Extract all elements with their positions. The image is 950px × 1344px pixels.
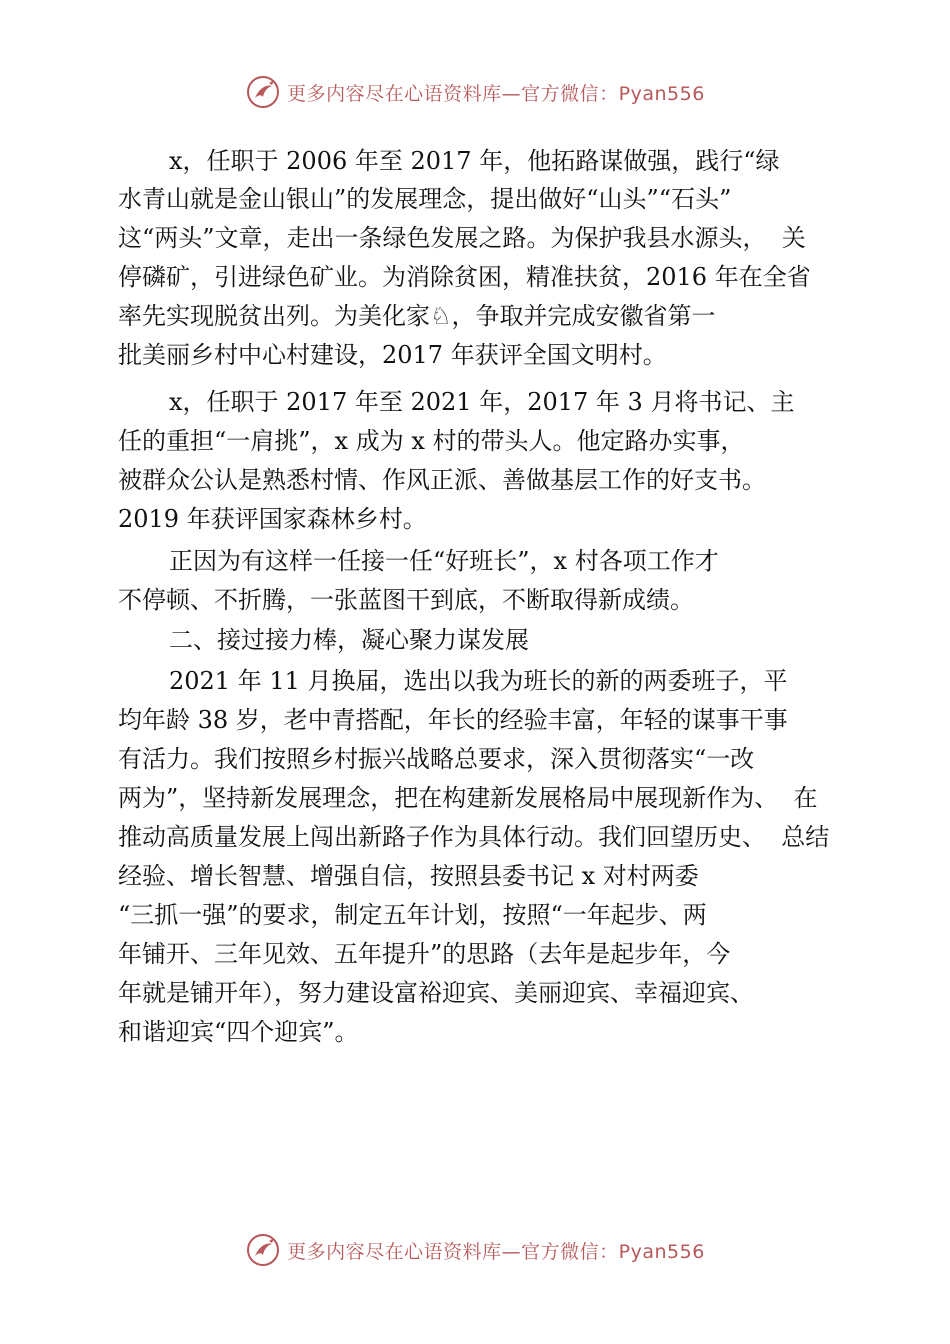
text-line: 这“两头”文章，走出一条绿色发展之路。为保护我县水源头， 关 <box>118 224 806 252</box>
text-line: 2019 年获评国家森林乡村。 <box>118 505 427 533</box>
text-line: 水青山就是金山银山”的发展理念，提出做好“山头”“石头” <box>118 185 732 213</box>
text-line: 任的重担“一肩挑”，x 成为 x 村的带头人。他定路办实事， <box>118 427 745 455</box>
text-line: 不停顿、不折腾，一张蓝图干到底，不断取得新成绩。 <box>118 586 694 614</box>
swan-logo-icon <box>245 1232 281 1268</box>
section-heading: 二、接过接力棒，凝心聚力谋发展 <box>169 626 529 654</box>
text-line: 均年龄 38 岁，老中青搭配，年长的经验丰富，年轻的谋事干事 <box>118 706 788 734</box>
footer-watermark <box>0 1228 950 1272</box>
text-line: x，任职于 2006 年至 2017 年，他拓路谋做强，践行“绿 <box>169 147 780 175</box>
text-line: 推动高质量发展上闯出新路子作为具体行动。我们回望历史、 总结 <box>118 823 830 851</box>
text-line: 有活力。我们按照乡村振兴战略总要求，深入贯彻落实“一改 <box>118 745 755 773</box>
text-line: 经验、增长智慧、增强自信，按照县委书记 x 对村两委 <box>118 862 699 890</box>
text-line: “三抓一强”的要求，制定五年计划，按照“一年起步、两 <box>118 901 707 929</box>
text-line: 率先实现脱贫出列。为美化家♘，争取并完成安徽省第一 <box>118 302 716 330</box>
text-line: 批美丽乡村中心村建设，2017 年获评全国文明村。 <box>118 341 667 369</box>
text-line: 被群众公认是熟悉村情、作风正派、善做基层工作的好支书。 <box>118 466 766 494</box>
text-line: 停磷矿，引进绿色矿业。为消除贫困，精准扶贫，2016 年在全省 <box>118 263 811 291</box>
header-watermark <box>0 70 950 114</box>
watermark-text: 更多内容尽在心语资料库—官方微信：Pyan556 <box>287 82 705 105</box>
swan-logo-icon <box>245 74 281 110</box>
text-line: x，任职于 2017 年至 2021 年，2017 年 3 月将书记、主 <box>169 388 795 416</box>
text-line: 正因为有这样一任接一任“好班长”，x 村各项工作才 <box>169 547 719 575</box>
text-line: 2021 年 11 月换届，选出以我为班长的新的两委班子，平 <box>169 667 788 695</box>
text-line: 两为”，坚持新发展理念，把在构建新发展格局中展现新作为、 在 <box>118 784 818 812</box>
text-line: 年就是铺开年），努力建设富裕迎宾、美丽迎宾、幸福迎宾、 <box>118 979 754 1007</box>
text-line: 年铺开、三年见效、五年提升”的思路（去年是起步年，今 <box>118 940 731 968</box>
watermark-text: 更多内容尽在心语资料库—官方微信：Pyan556 <box>287 1240 705 1263</box>
text-line: 和谐迎宾“四个迎宾”。 <box>118 1018 359 1046</box>
